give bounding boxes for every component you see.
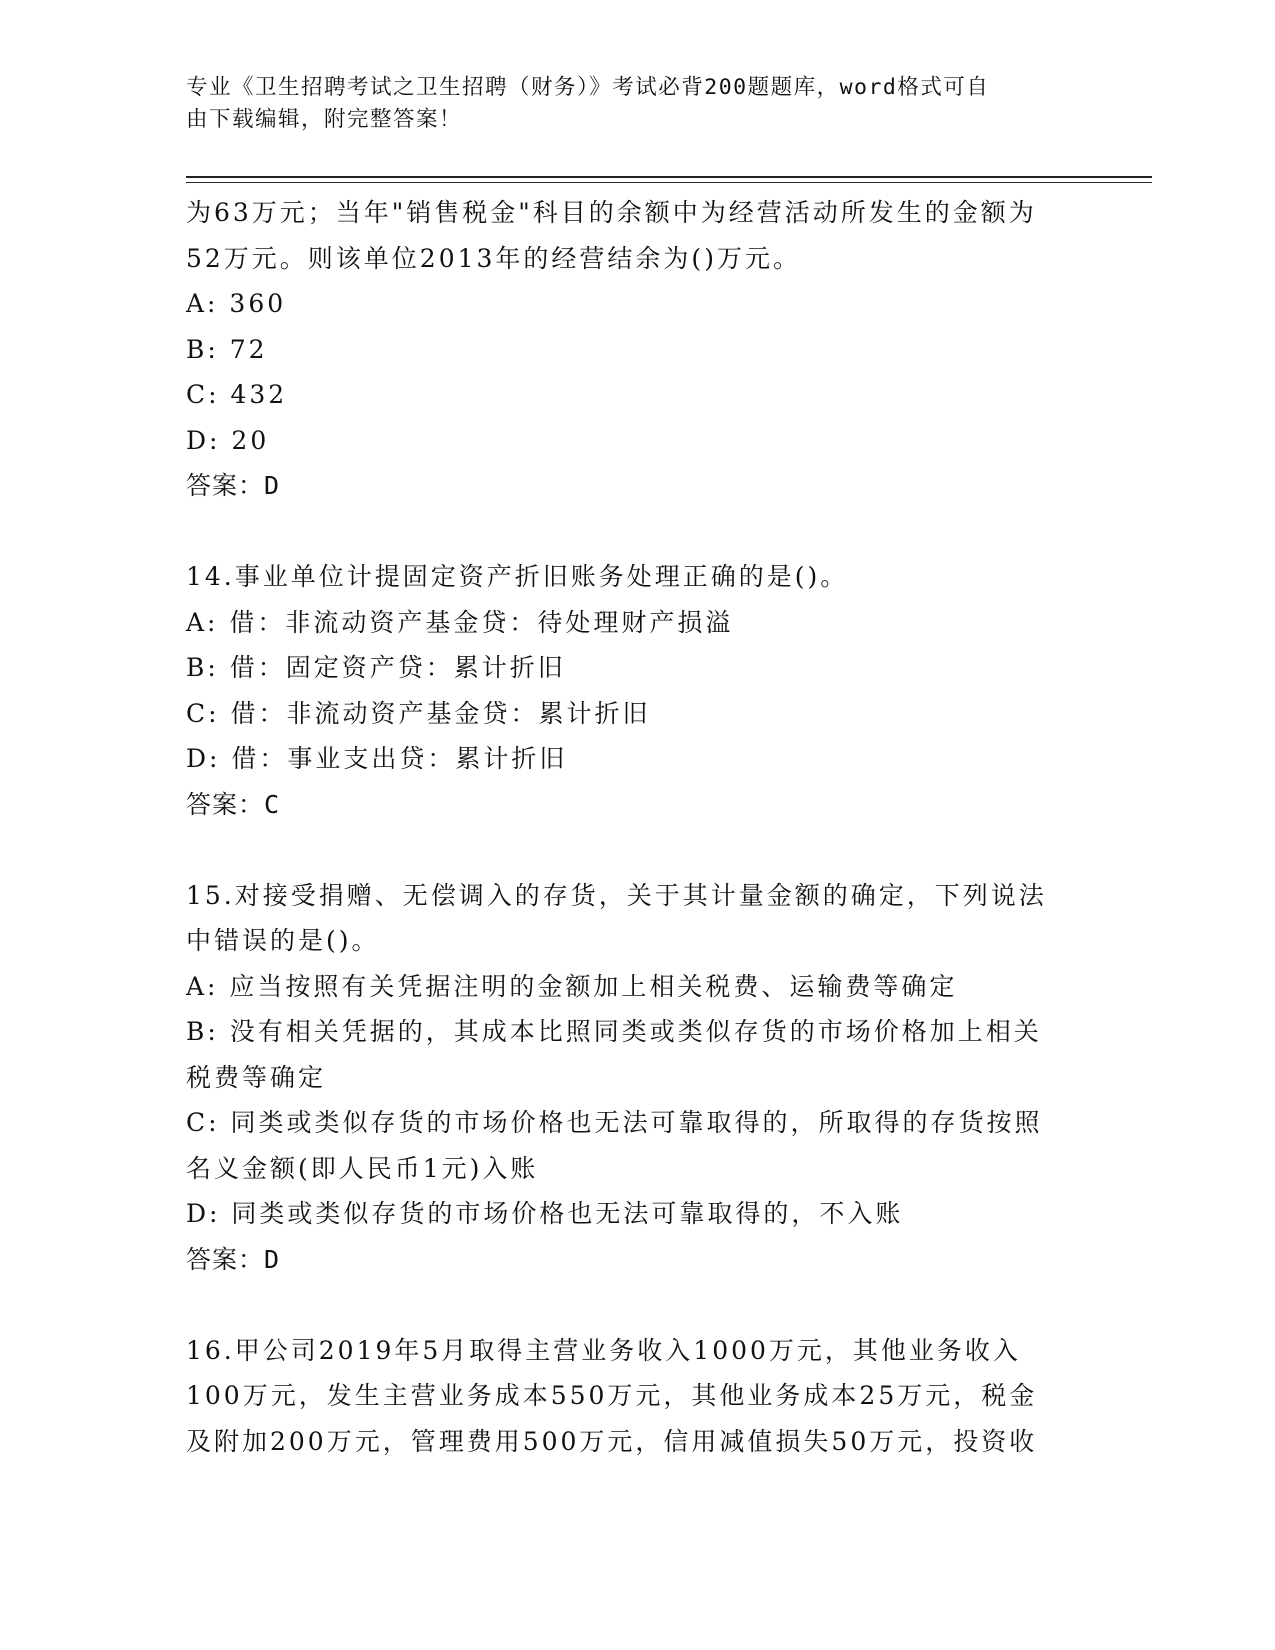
question-text: 15.对接受捐赠、无偿调入的存货，关于其计量金额的确定，下列说法 [186,880,1047,910]
option-d: D: 同类或类似存货的市场价格也无法可靠取得的，不入账 [186,1199,904,1228]
header-line-2: 由下载编辑，附完整答案！ [186,107,463,132]
option-a: A: 应当按照有关凭据注明的金额加上相关税费、运输费等确定 [186,971,958,1001]
header-line-1: 专业《卫生招聘考试之卫生招聘（财务）》考试必背200题题库，word格式可自 [186,75,990,100]
spacer [186,827,1086,873]
question-text: 16.甲公司2019年5月取得主营业务收入1000万元，其他业务收入 [186,1335,1021,1365]
option-c: C: 借：非流动资产基金贷：累计折旧 [186,698,651,728]
question-15 [186,873,1086,1283]
option-b: B: 没有相关凭据的，其成本比照同类或类似存货的市场价格加上相关 [186,1017,1042,1046]
answer: 答案：C [186,789,281,819]
header-divider-thin [186,182,1152,183]
question-text: 100万元，发生主营业务成本550万元，其他业务成本25万元，税金 [186,1381,1038,1410]
document-body [186,190,1086,1464]
option-a: A: 借：非流动资产基金贷：待处理财产损溢 [186,607,734,637]
question-text: 为63万元；当年"销售税金"科目的余额中为经营活动所发生的金额为 [186,198,1037,227]
question-text: 14.事业单位计提固定资产折旧账务处理正确的是()。 [186,562,849,591]
header-divider-thick [186,176,1152,178]
spacer [186,1282,1086,1328]
question-16 [186,1328,1086,1465]
option-b: B: 72 [186,334,268,364]
option-c-continued: 名义金额(即人民币1元)入账 [186,1153,539,1183]
question-text: 中错误的是()。 [186,926,380,955]
option-b: B: 借：固定资产贷：累计折旧 [186,653,566,682]
question-text: 52万元。则该单位2013年的经营结余为()万元。 [186,243,801,273]
option-b-continued: 税费等确定 [186,1062,327,1092]
question-14 [186,554,1086,827]
question-13 [186,190,1086,509]
answer: 答案：D [186,1244,281,1274]
document-header [186,72,1066,136]
option-c: C: 432 [186,380,288,409]
option-d: D: 20 [186,425,270,455]
question-text: 及附加200万元，管理费用500万元，信用减值损失50万元，投资收 [186,1426,1038,1456]
option-a: A: 360 [186,289,287,318]
spacer [186,509,1086,555]
answer: 答案：D [186,471,281,500]
option-c: C: 同类或类似存货的市场价格也无法可靠取得的，所取得的存货按照 [186,1108,1043,1137]
option-d: D: 借：事业支出贷：累计折旧 [186,744,568,773]
